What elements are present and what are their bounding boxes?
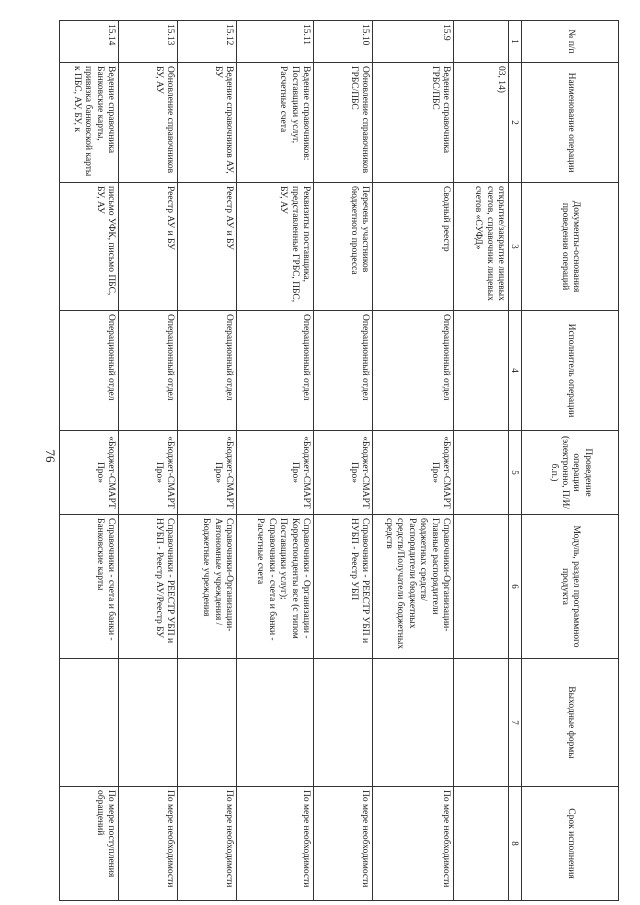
operation-method: «Бюджет-СМАРТ Про» bbox=[237, 431, 314, 515]
operation-method: «Бюджет-СМАРТ Про» bbox=[373, 431, 454, 515]
table-cell bbox=[454, 659, 509, 787]
operation-name: Обновление справочников БУ, АУ bbox=[119, 63, 178, 183]
software-module: Справочники-Организации-Главные распорядители бюджетных средств/Распорядители бюджетных средств/Получатели бюджетных средств bbox=[373, 515, 454, 659]
header-cell: Документы-основания проведения операций bbox=[522, 183, 619, 311]
table-cell bbox=[454, 431, 509, 515]
operation-name: Ведение справочника Банковские карты, привязка банковской карты к ПБС, АУ, БУ, к bbox=[60, 63, 119, 183]
header-cell: Модуль, раздел программного продукта bbox=[522, 515, 619, 659]
operation-method: «Бюджет-СМАРТ Про» bbox=[119, 431, 178, 515]
output-forms bbox=[373, 659, 454, 787]
software-module: Справочники - счета и банки - Банковские карты bbox=[60, 515, 119, 659]
row-number: 15.9 bbox=[373, 21, 454, 63]
deadline: По мере необходимости bbox=[237, 787, 314, 901]
operation-method: «Бюджет-СМАРТ Про» bbox=[178, 431, 237, 515]
column-number: 1 bbox=[509, 21, 522, 63]
deadline: По мере необходимости bbox=[119, 787, 178, 901]
output-forms bbox=[314, 659, 373, 787]
operation-name: Обновление справочников ГРБС/ПБС bbox=[314, 63, 373, 183]
column-number: 5 bbox=[509, 431, 522, 515]
base-documents: Реестр АУ и БУ bbox=[178, 183, 237, 311]
table-header-row bbox=[522, 21, 619, 901]
operation-executor: Операционный отдел bbox=[60, 311, 119, 431]
deadline: По мере поступления обращений bbox=[60, 787, 119, 901]
row-number: 15.11 bbox=[237, 21, 314, 63]
row-number: 15.14 bbox=[60, 21, 119, 63]
base-documents: Перечень участников бюджетного процесса bbox=[314, 183, 373, 311]
software-module: Справочники - РЕЕСТР УБП и НУБП - Реестр АУ/Реестр БУ bbox=[119, 515, 178, 659]
table-row bbox=[237, 21, 314, 901]
operation-executor: Операционный отдел bbox=[237, 311, 314, 431]
deadline: По мере необходимости bbox=[373, 787, 454, 901]
table-cell bbox=[454, 311, 509, 431]
table-cell: 03, 14) bbox=[454, 63, 509, 183]
operations-sheet bbox=[73, 20, 619, 900]
header-cell: Выходные формы bbox=[522, 659, 619, 787]
table-cell: открытие/закрытие лицевых счетов, справочник лицевых счетов «СУФД» bbox=[454, 183, 509, 311]
base-documents: Реквизиты поставщика, представленные ГРБС, ПБС, БУ, АУ bbox=[237, 183, 314, 311]
table-cell bbox=[454, 21, 509, 63]
header-cell: Наименование операции bbox=[522, 63, 619, 183]
column-number: 2 bbox=[509, 63, 522, 183]
header-cell: Исполнитель операции bbox=[522, 311, 619, 431]
operation-executor: Операционный отдел bbox=[119, 311, 178, 431]
table-row bbox=[373, 21, 454, 901]
column-number-row bbox=[509, 21, 522, 901]
row-number: 15.10 bbox=[314, 21, 373, 63]
header-cell: Срок исполнения bbox=[522, 787, 619, 901]
base-documents: Реестр АУ и БУ bbox=[119, 183, 178, 311]
deadline: По мере необходимости bbox=[314, 787, 373, 901]
column-number: 4 bbox=[509, 311, 522, 431]
column-number: 8 bbox=[509, 787, 522, 901]
output-forms bbox=[178, 659, 237, 787]
operation-name: Ведение справочников: Поставщики услуг, Расчетные счета bbox=[237, 63, 314, 183]
output-forms bbox=[237, 659, 314, 787]
operation-executor: Операционный отдел bbox=[178, 311, 237, 431]
operation-method: «Бюджет-СМАРТ Про» bbox=[314, 431, 373, 515]
output-forms bbox=[119, 659, 178, 787]
operation-method: «Бюджет-СМАРТ Про» bbox=[60, 431, 119, 515]
column-number: 6 bbox=[509, 515, 522, 659]
continuation-row bbox=[454, 21, 509, 901]
output-forms bbox=[60, 659, 119, 787]
operation-executor: Операционный отдел bbox=[373, 311, 454, 431]
table-cell bbox=[454, 515, 509, 659]
software-module: Справочники - Организации - Корреспонденты все (с типом Поставщики услуг); Справочники - счета и банки - Расчетные счета bbox=[237, 515, 314, 659]
column-number: 7 bbox=[509, 659, 522, 787]
page-number: 76 bbox=[43, 449, 58, 463]
base-documents: Сводный реестр bbox=[373, 183, 454, 311]
table-row bbox=[178, 21, 237, 901]
software-module: Справочники-Организации-Автономные учреждения /Бюджетные учреждения bbox=[178, 515, 237, 659]
header-cell: № п/п bbox=[522, 21, 619, 63]
table-row bbox=[60, 21, 119, 901]
header-cell: Проведение операции (электронно, П/И/б.п.) bbox=[522, 431, 619, 515]
base-documents: письмо УФК, письмо ПБС, БУ, АУ bbox=[60, 183, 119, 311]
row-number: 15.12 bbox=[178, 21, 237, 63]
operations-table bbox=[59, 20, 619, 901]
operation-executor: Операционный отдел bbox=[314, 311, 373, 431]
table-cell bbox=[454, 787, 509, 901]
software-module: Справочники - РЕЕСТР УБП и НУБП - Реестр УБП bbox=[314, 515, 373, 659]
operation-name: Ведение справочников АУ, БУ bbox=[178, 63, 237, 183]
operation-name: Ведение справочника ГРБС/ПБС bbox=[373, 63, 454, 183]
table-row bbox=[314, 21, 373, 901]
deadline: По мере необходимости bbox=[178, 787, 237, 901]
table-row bbox=[119, 21, 178, 901]
row-number: 15.13 bbox=[119, 21, 178, 63]
column-number: 3 bbox=[509, 183, 522, 311]
